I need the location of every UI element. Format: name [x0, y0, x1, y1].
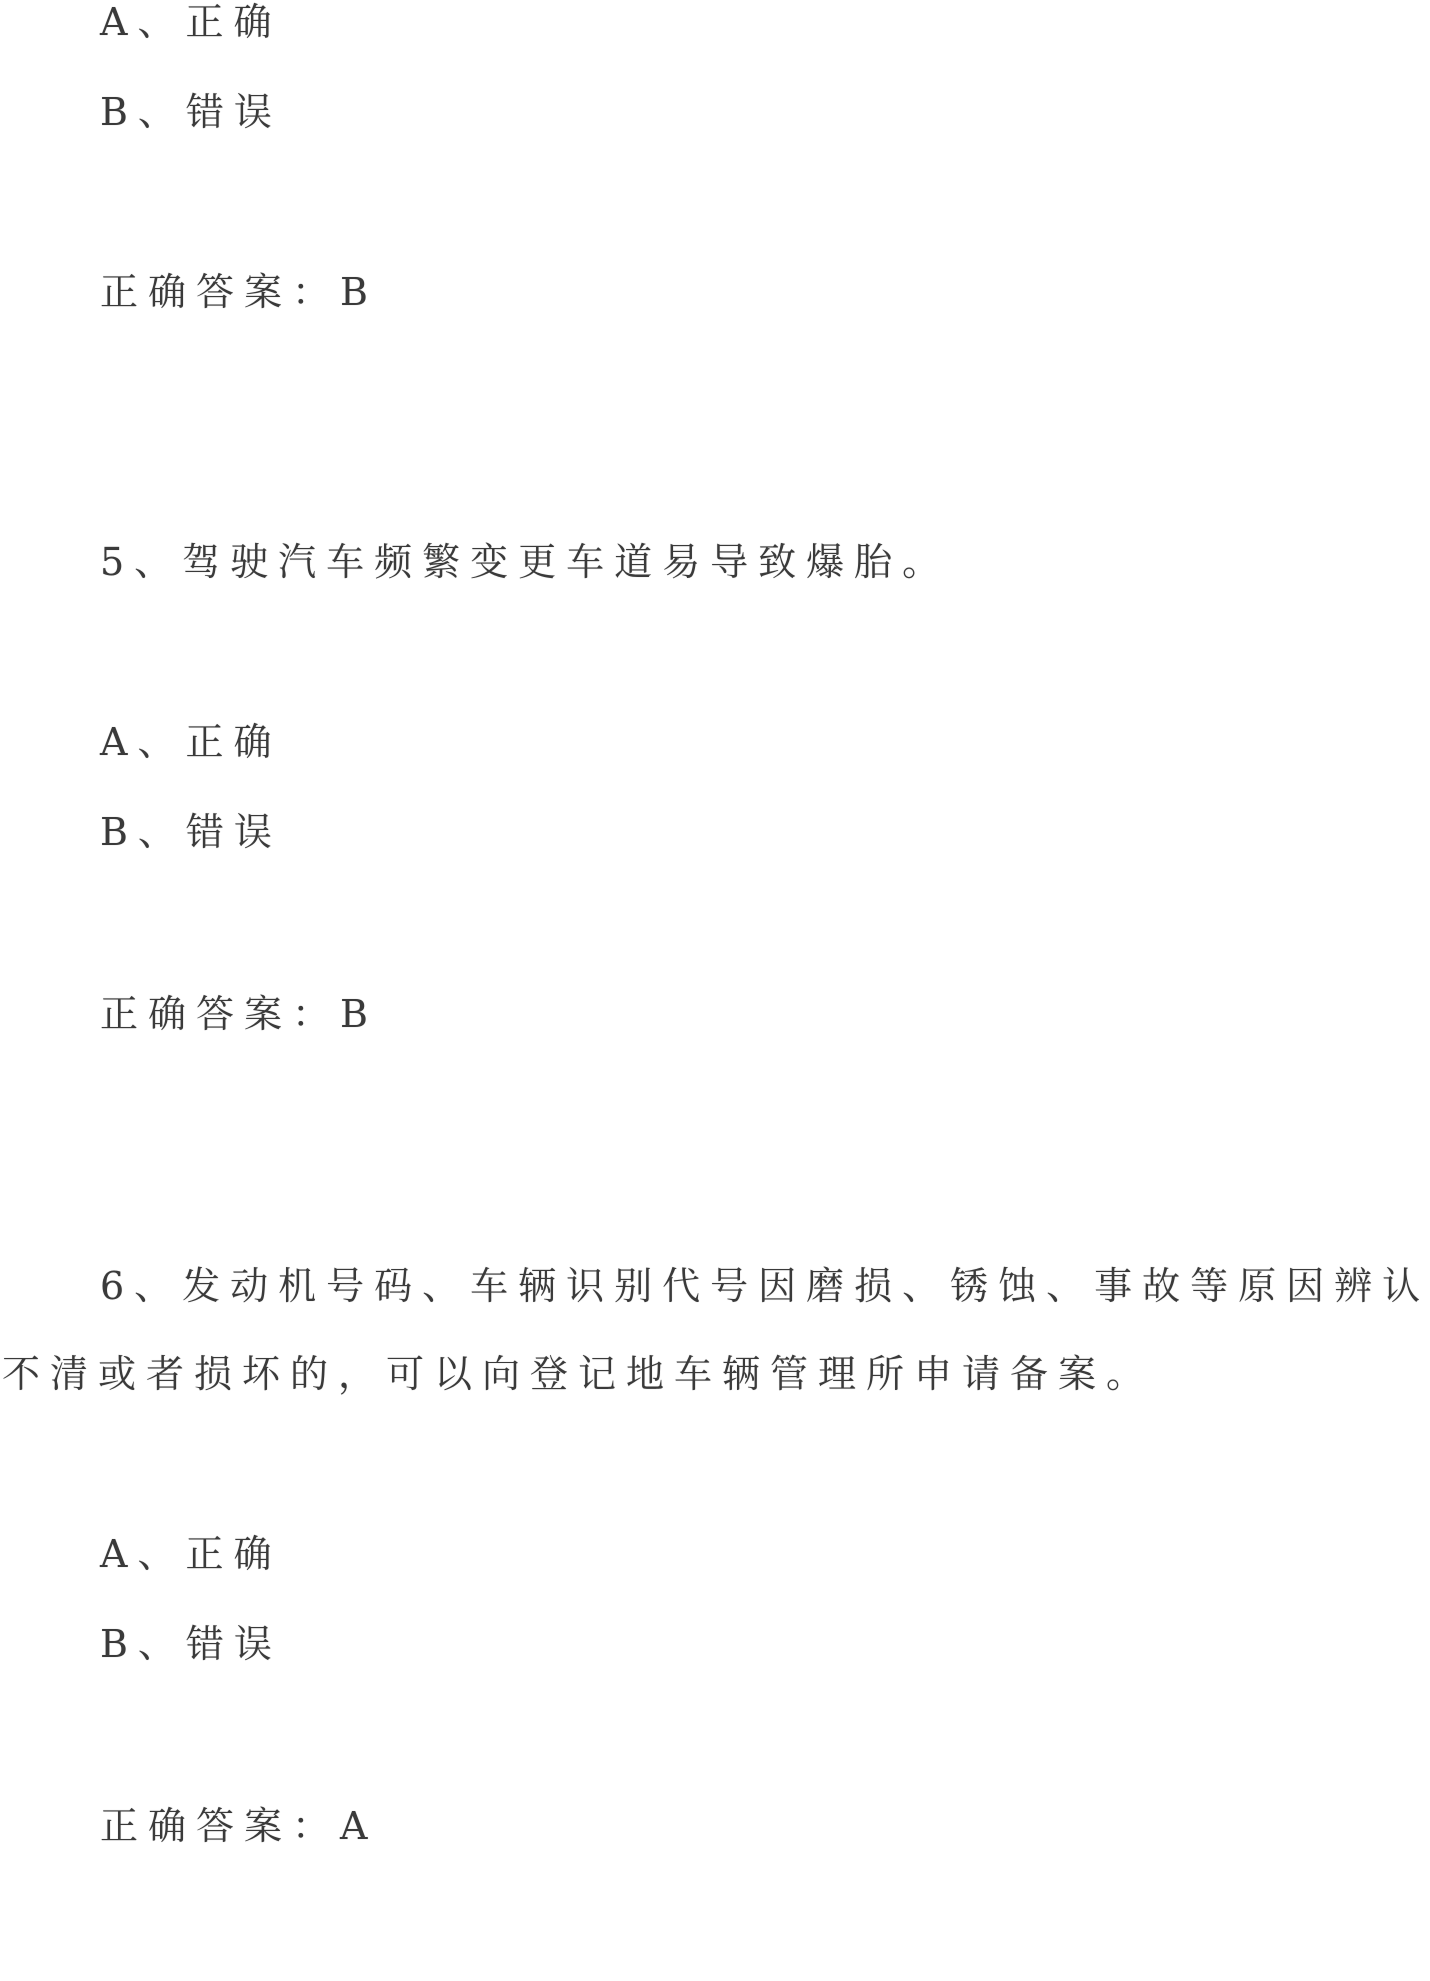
- option-b: B、错误: [100, 90, 282, 134]
- question-text-line-2: 不清或者损坏的，可以向登记地车辆管理所申请备案。: [2, 1352, 1155, 1396]
- option-a: A、正确: [100, 0, 282, 44]
- option-a: A、正确: [100, 1532, 282, 1576]
- correct-answer: 正确答案：A: [100, 1804, 378, 1848]
- correct-answer: 正确答案：B: [100, 992, 378, 1036]
- option-a: A、正确: [100, 720, 282, 764]
- option-b: B、错误: [100, 810, 282, 854]
- option-b: B、错误: [100, 1622, 282, 1666]
- question-text-line-1: 6、发动机号码、车辆识别代号因磨损、锈蚀、事故等原因辨认: [100, 1264, 1430, 1308]
- correct-answer: 正确答案：B: [100, 270, 378, 314]
- question-text: 5、驾驶汽车频繁变更车道易导致爆胎。: [100, 540, 951, 584]
